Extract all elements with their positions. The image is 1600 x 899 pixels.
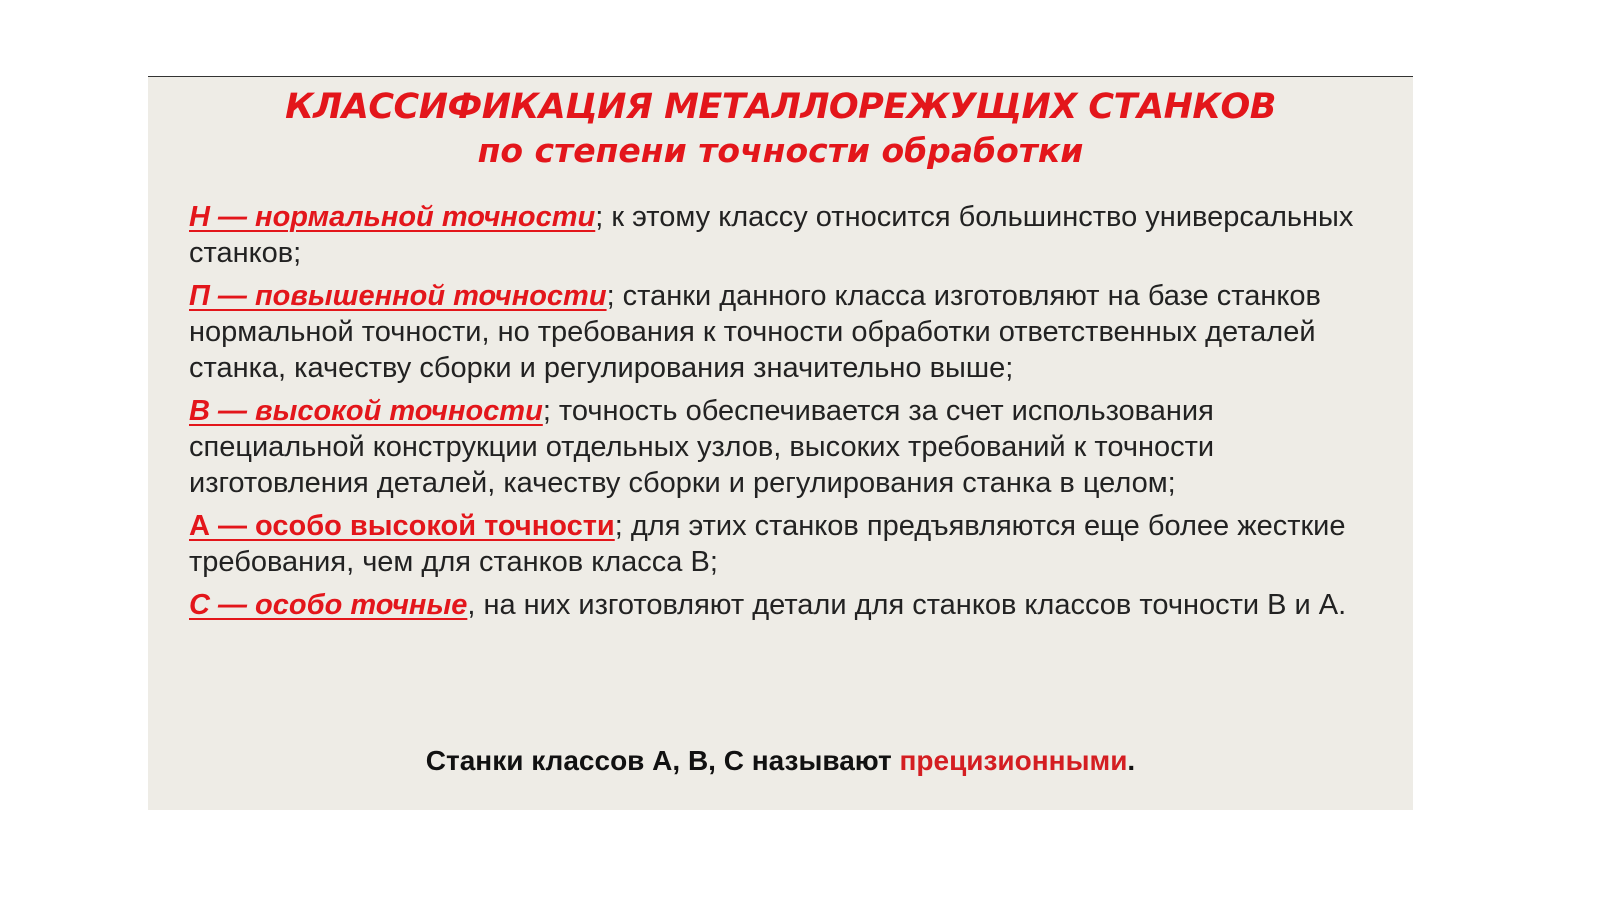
- title-subtitle: по степени точности обработки: [477, 131, 1084, 170]
- list-item-class-a: [189, 508, 1394, 580]
- classification-list: [189, 199, 1394, 630]
- class-v-description: ; точность обеспечивается за счет использования специальной конструкции отдельных узлов, высоких требований к точности изготовления деталей, качеству сборки и регулирования станка в целом;: [189, 395, 1215, 499]
- title-main: КЛАССИФИКАЦИЯ МЕТАЛЛОРЕЖУЩИХ СТАНКОВ: [285, 87, 1276, 127]
- class-v-term: В — высокой точности: [189, 395, 543, 427]
- summary-suffix: .: [1127, 745, 1136, 776]
- list-item-class-v: [189, 393, 1394, 501]
- class-n-description: ; к этому классу относится большинство универсальных станков;: [189, 201, 1354, 269]
- summary-prefix: Станки классов А, В, С называют: [425, 745, 900, 776]
- class-s-term: С — особо точные: [189, 589, 468, 621]
- class-p-description: ; станки данного класса изготовляют на базе станков нормальной точности, но требования к точности обработки ответственных деталей станка, качеству сборки и регулирования значительно выше;: [189, 280, 1321, 384]
- list-item-class-s: [189, 587, 1394, 623]
- class-s-description: , на них изготовляют детали для станков классов точности В и А.: [467, 589, 1347, 621]
- class-n-term: Н — нормальной точности: [189, 201, 596, 233]
- summary-line: [148, 745, 1413, 777]
- summary-highlight: прецизионными: [899, 745, 1128, 776]
- slide: [148, 76, 1413, 810]
- class-a-term: А — особо высокой точности: [189, 510, 615, 542]
- list-item-class-p: [189, 278, 1394, 386]
- class-a-description: ; для этих станков предъявляются еще более жесткие требования, чем для станков класса В;: [189, 510, 1346, 578]
- class-p-term: П — повышенной точности: [189, 280, 607, 312]
- list-item-class-n: [189, 199, 1394, 271]
